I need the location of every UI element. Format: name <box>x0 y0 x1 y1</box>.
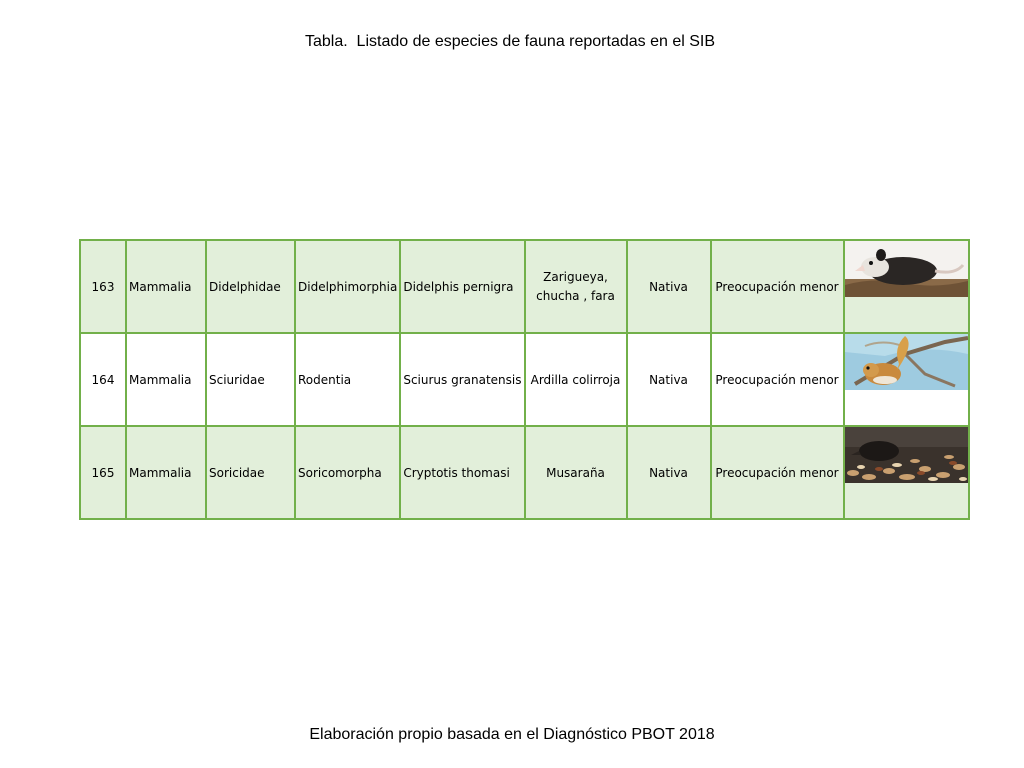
source-note: Elaboración propio basada en el Diagnóstico PBOT 2018 <box>309 726 715 743</box>
species-table <box>79 239 970 520</box>
status-cell: Preocupación menor <box>711 426 844 519</box>
row-number: 165 <box>80 426 126 519</box>
row-number: 164 <box>80 333 126 426</box>
class-cell: Mammalia <box>126 240 206 333</box>
common-name-cell: Zarigueya, chucha , fara <box>525 240 627 333</box>
origin-cell: Nativa <box>627 426 711 519</box>
row-number: 163 <box>80 240 126 333</box>
order-cell: Soricomorpha <box>295 426 400 519</box>
class-cell: Mammalia <box>126 426 206 519</box>
origin-cell: Nativa <box>627 333 711 426</box>
class-cell: Mammalia <box>126 333 206 426</box>
status-cell: Preocupación menor <box>711 333 844 426</box>
order-cell: Rodentia <box>295 333 400 426</box>
family-cell: Soricidae <box>206 426 295 519</box>
species-cell: Cryptotis thomasi <box>400 426 524 519</box>
origin-cell: Nativa <box>627 240 711 333</box>
photo-cell <box>844 426 969 519</box>
table-row <box>80 240 969 333</box>
common-name-cell: Ardilla colirroja <box>525 333 627 426</box>
family-cell: Didelphidae <box>206 240 295 333</box>
species-cell: Sciurus granatensis <box>400 333 524 426</box>
shrew-photo <box>845 427 968 483</box>
family-cell: Sciuridae <box>206 333 295 426</box>
species-cell: Didelphis pernigra <box>400 240 524 333</box>
common-name-cell: Musaraña <box>525 426 627 519</box>
order-cell: Didelphimorphia <box>295 240 400 333</box>
table-caption: Tabla. Listado de especies de fauna reportadas en el SIB <box>304 33 716 50</box>
photo-cell <box>844 240 969 333</box>
status-cell: Preocupación menor <box>711 240 844 333</box>
squirrel-photo <box>845 334 968 390</box>
table-row <box>80 333 969 426</box>
opossum-photo <box>845 241 968 297</box>
photo-cell <box>844 333 969 426</box>
table-row <box>80 426 969 519</box>
